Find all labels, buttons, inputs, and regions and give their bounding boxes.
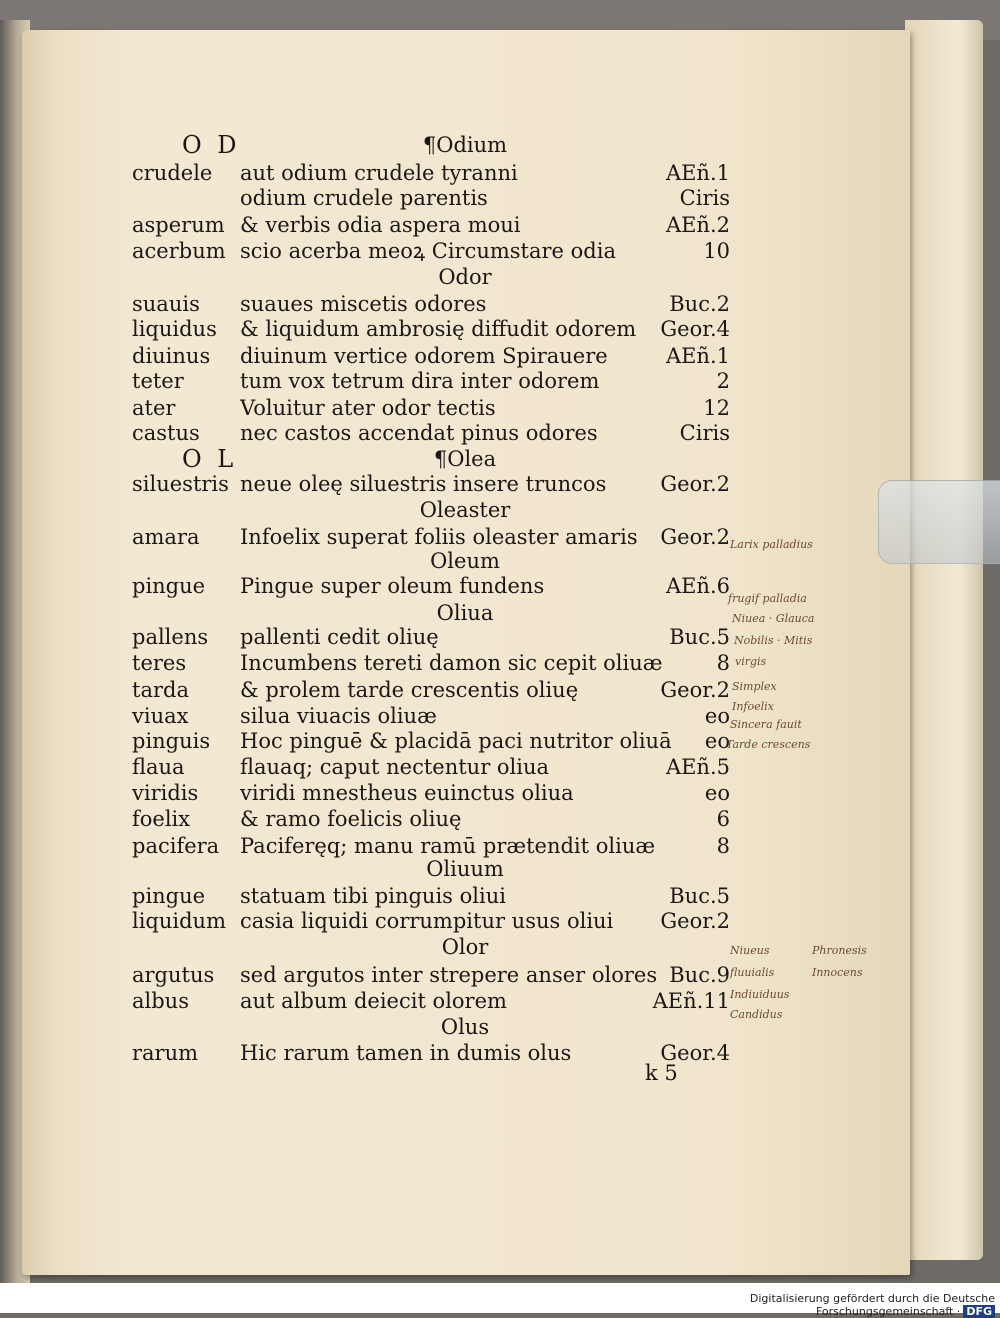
epithet: tarda bbox=[132, 678, 189, 702]
handwritten-note: Tarde crescens bbox=[726, 738, 811, 751]
source-reference: Buc.5 bbox=[669, 625, 730, 649]
verse-citation: nec castos accendat pinus odores bbox=[240, 421, 598, 445]
epithet: ater bbox=[132, 396, 176, 420]
epithet: castus bbox=[132, 421, 200, 445]
section-headword: ¶Olea bbox=[433, 447, 497, 471]
source-reference: AEñ.2 bbox=[665, 213, 730, 237]
headword: Odor bbox=[438, 265, 492, 289]
headword: Oliuum bbox=[426, 857, 504, 881]
source-reference: eo bbox=[704, 729, 730, 753]
entry-row bbox=[0, 908, 900, 934]
source-reference: Geor.2 bbox=[660, 909, 730, 933]
headword-row bbox=[0, 548, 900, 574]
dfg-credit bbox=[610, 1292, 995, 1318]
source-reference: 6 bbox=[716, 807, 730, 831]
epithet: argutus bbox=[132, 963, 215, 987]
headword: Olus bbox=[440, 1015, 490, 1039]
section-letters: O D bbox=[182, 131, 241, 159]
source-reference: 10 bbox=[703, 239, 730, 263]
verse-citation: statuam tibi pinguis oliui bbox=[240, 884, 506, 908]
handwritten-note: Sincera fauit bbox=[730, 718, 802, 731]
verse-citation: sed argutos inter strepere anser olores bbox=[240, 963, 658, 987]
verse-citation: scio acerba meoꝝ Circumstare odia bbox=[240, 239, 616, 263]
entry-row bbox=[0, 780, 900, 806]
handwritten-note: Simplex bbox=[732, 680, 777, 693]
verse-citation: viridi mnestheus euinctus oliua bbox=[240, 781, 574, 805]
epithet: pacifera bbox=[132, 834, 220, 858]
verse-citation: Hoc pinguē & placidā paci nutritor oliuā bbox=[240, 729, 672, 753]
source-reference: 8 bbox=[716, 651, 730, 675]
headword: Oleaster bbox=[419, 498, 511, 522]
verse-citation: & ramo foelicis oliuę bbox=[240, 807, 462, 831]
verse-citation: odium crudele parentis bbox=[240, 186, 488, 210]
verse-citation: neue oleę siluestris insere truncos bbox=[240, 472, 607, 496]
page-edge-stack bbox=[905, 20, 983, 1260]
entry-row bbox=[0, 883, 900, 909]
source-reference: 12 bbox=[703, 396, 730, 420]
epithet: asperum bbox=[132, 213, 225, 237]
entry-row bbox=[0, 471, 900, 497]
source-reference: AEñ.1 bbox=[665, 344, 730, 368]
source-reference: 8 bbox=[716, 834, 730, 858]
entry-row bbox=[0, 343, 900, 369]
epithet: flaua bbox=[132, 755, 185, 779]
section-headword: ¶Odium bbox=[422, 133, 508, 157]
headword-row bbox=[0, 497, 900, 523]
verse-citation: casia liquidi corrumpitur usus oliui bbox=[240, 909, 614, 933]
verse-citation: flauaq; caput nectentur oliua bbox=[240, 755, 550, 779]
source-reference: AEñ.11 bbox=[652, 989, 730, 1013]
headword-row bbox=[0, 856, 900, 882]
verse-citation: tum vox tetrum dira inter odorem bbox=[240, 369, 600, 393]
source-reference: eo bbox=[704, 781, 730, 805]
verse-citation: Hic rarum tamen in dumis olus bbox=[240, 1041, 572, 1065]
headword: Oleum bbox=[430, 549, 500, 573]
verse-citation: & liquidum ambrosię diffudit odorem bbox=[240, 317, 637, 341]
source-reference: Geor.4 bbox=[660, 1041, 730, 1065]
section-letters: O L bbox=[182, 445, 238, 473]
epithet: liquidum bbox=[132, 909, 226, 933]
source-reference: eo bbox=[704, 704, 730, 728]
verse-citation: Voluitur ater odor tectis bbox=[240, 396, 496, 420]
epithet: acerbum bbox=[132, 239, 226, 263]
epithet: pingue bbox=[132, 574, 206, 598]
headword-row bbox=[0, 264, 900, 290]
headword: Oliua bbox=[436, 601, 494, 625]
source-reference: Buc.9 bbox=[669, 963, 730, 987]
source-reference: 2 bbox=[716, 369, 730, 393]
section-heading bbox=[0, 132, 900, 158]
epithet: liquidus bbox=[132, 317, 217, 341]
epithet: albus bbox=[132, 989, 189, 1013]
entry-row bbox=[0, 420, 900, 446]
handwritten-note: Nobilis · Mitis bbox=[734, 634, 813, 647]
verse-citation: & prolem tarde crescentis oliuę bbox=[240, 678, 579, 702]
headword: Olor bbox=[441, 935, 489, 959]
epithet: foelix bbox=[132, 807, 191, 831]
epithet: pingue bbox=[132, 884, 206, 908]
epithet: pallens bbox=[132, 625, 209, 649]
verse-citation: aut odium crudele tyranni bbox=[240, 161, 518, 185]
verse-citation: aut album deiecit olorem bbox=[240, 989, 507, 1013]
handwritten-note: Indiuiduus bbox=[730, 988, 790, 1001]
signature-mark: k 5 bbox=[645, 1061, 678, 1085]
entry-row bbox=[0, 238, 900, 264]
verse-citation: Incumbens tereti damon sic cepit oliuæ bbox=[240, 651, 663, 675]
source-reference: Geor.4 bbox=[660, 317, 730, 341]
handwritten-note: Innocens bbox=[812, 966, 863, 979]
source-reference: Ciris bbox=[679, 421, 730, 445]
epithet: viridis bbox=[132, 781, 199, 805]
page-clip bbox=[878, 480, 1000, 564]
entry-row bbox=[0, 806, 900, 832]
handwritten-note: Niueus bbox=[730, 944, 770, 957]
source-reference: Geor.2 bbox=[660, 472, 730, 496]
source-reference: AEñ.5 bbox=[665, 755, 730, 779]
handwritten-note: Larix palladius bbox=[730, 538, 813, 551]
epithet: teres bbox=[132, 651, 187, 675]
epithet: amara bbox=[132, 525, 200, 549]
source-reference: AEñ.6 bbox=[665, 574, 730, 598]
entry-row bbox=[0, 212, 900, 238]
verse-citation: silua viuacis oliuæ bbox=[240, 704, 437, 728]
source-reference: Buc.2 bbox=[669, 292, 730, 316]
verse-citation: Pingue super oleum fundens bbox=[240, 574, 545, 598]
entry-row bbox=[0, 395, 900, 421]
epithet: teter bbox=[132, 369, 184, 393]
epithet: suauis bbox=[132, 292, 200, 316]
entry-row bbox=[0, 185, 900, 211]
signature-row bbox=[0, 1060, 900, 1086]
verse-citation: Infoelix superat foliis oleaster amaris bbox=[240, 525, 638, 549]
source-reference: Geor.2 bbox=[660, 678, 730, 702]
epithet: siluestris bbox=[132, 472, 229, 496]
handwritten-note: Niuea · Glauca bbox=[732, 612, 815, 625]
handwritten-note: Phronesis bbox=[812, 944, 867, 957]
verse-citation: Paciferęq; manu ramū prætendit oliuæ bbox=[240, 834, 656, 858]
handwritten-note: Candidus bbox=[730, 1008, 783, 1021]
source-reference: Buc.5 bbox=[669, 884, 730, 908]
handwritten-note: Infoelix bbox=[732, 700, 774, 713]
epithet: diuinus bbox=[132, 344, 211, 368]
source-reference: AEñ.1 bbox=[665, 161, 730, 185]
epithet: rarum bbox=[132, 1041, 199, 1065]
entry-row bbox=[0, 316, 900, 342]
verse-citation: suaues miscetis odores bbox=[240, 292, 487, 316]
source-reference: Geor.2 bbox=[660, 525, 730, 549]
epithet: pinguis bbox=[132, 729, 211, 753]
section-heading bbox=[0, 446, 900, 472]
source-reference: Ciris bbox=[679, 186, 730, 210]
epithet: viuax bbox=[132, 704, 189, 728]
verse-citation: pallenti cedit oliuę bbox=[240, 625, 439, 649]
handwritten-note: frugif palladia bbox=[728, 592, 807, 605]
credit-text: Digitalisierung gefördert durch die Deutsche Forschungsgemeinschaft · bbox=[749, 1292, 995, 1318]
verse-citation: diuinum vertice odorem Spirauere bbox=[240, 344, 608, 368]
handwritten-note: fluuialis bbox=[730, 966, 775, 979]
epithet: crudele bbox=[132, 161, 213, 185]
entry-row bbox=[0, 160, 900, 186]
entry-row bbox=[0, 291, 900, 317]
dfg-logo: DFG bbox=[963, 1305, 995, 1318]
handwritten-note: virgis bbox=[735, 655, 767, 668]
entry-row bbox=[0, 368, 900, 394]
verse-citation: & verbis odia aspera moui bbox=[240, 213, 521, 237]
entry-row bbox=[0, 754, 900, 780]
